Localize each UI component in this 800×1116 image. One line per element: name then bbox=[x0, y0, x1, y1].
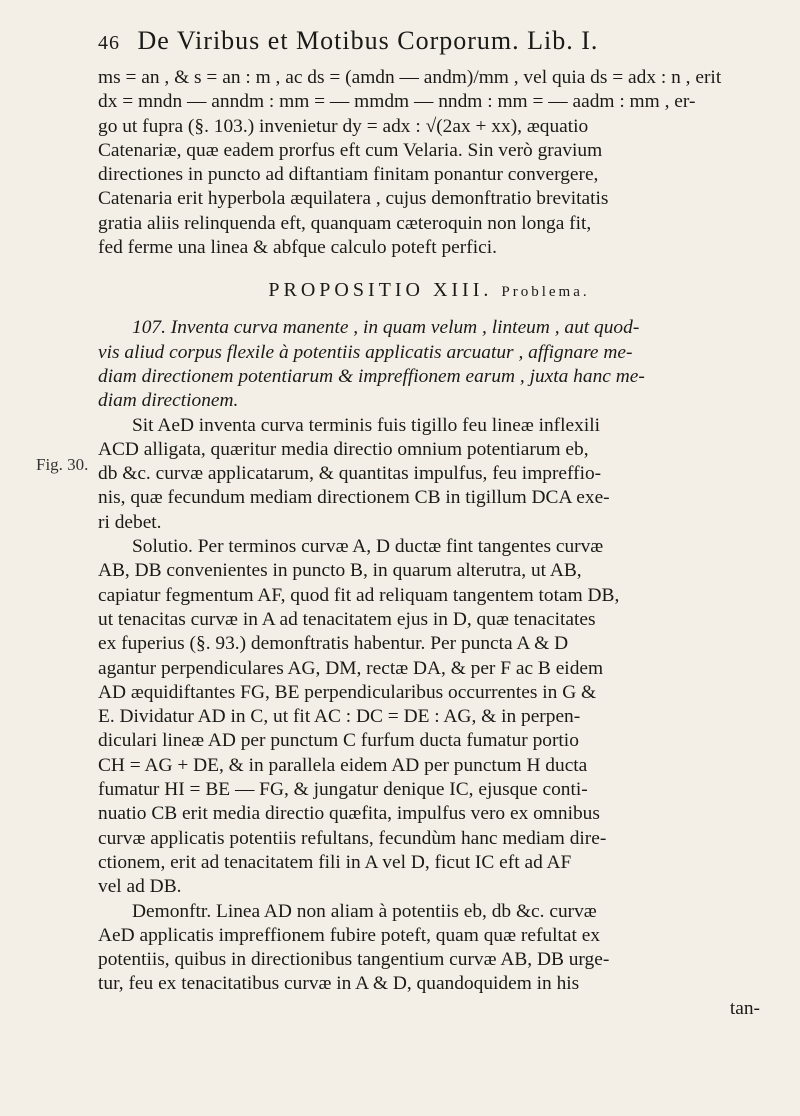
text-line: AeD applicatis impreffionem fubire poteft, quam quæ refultat ex bbox=[98, 924, 601, 946]
text-line: curvæ applicatis potentiis refultans, fecundùm hanc mediam dire- bbox=[98, 827, 607, 849]
text-line: ctionem, erit ad tenacitatem fili in A vel D, ficut IC eft ad AF bbox=[98, 851, 572, 873]
text-line: dx = mndn — anndm : mm = — mmdm — nndm : mm = — aadm : mm , er- bbox=[98, 91, 696, 113]
text-line: AB, DB convenientes in puncto B, in quarum alterutra, ut AB, bbox=[98, 560, 582, 582]
text-line: tur, feu ex tenacitatibus curvæ in A & D, quandoquidem in his bbox=[98, 973, 580, 995]
catchword: tan- bbox=[729, 997, 760, 1019]
text-line: 107. Inventa curva manente , in quam velum , linteum , aut quod- bbox=[132, 317, 640, 339]
text-line: ms = an , & s = an : m , ac ds = (amdn — andm)/mm , vel quia ds = adx : n , erit bbox=[98, 67, 722, 88]
text-line: diam directionem potentiarum & impreffionem earum , juxta hanc me- bbox=[98, 365, 645, 387]
text-line: ex fuperius (§. 93.) demonftratis habentur. Per puncta A & D bbox=[98, 633, 569, 655]
text-line: vel ad DB. bbox=[98, 876, 182, 898]
text-line: ut tenacitas curvæ in A ad tenacitatem ejus in D, quæ tenacitates bbox=[98, 608, 596, 630]
running-title: De Viribus et Motibus Corporum. Lib. I. bbox=[137, 26, 599, 55]
text-line: AD æquidiftantes FG, BE perpendicularibus occurrentes in G & bbox=[98, 681, 597, 703]
text-line: agantur perpendiculares AG, DM, rectæ DA, & per F ac B eidem bbox=[98, 657, 604, 679]
text-line: Catenariæ, quæ eadem prorfus eft cum Velaria. Sin verò gravium bbox=[98, 139, 603, 161]
text-line: diculari lineæ AD per punctum C furfum ducta fumatur portio bbox=[98, 730, 579, 752]
figure-reference: Fig. 30. bbox=[36, 455, 89, 474]
text-line: fed ferme una linea & abfque calculo poteft perfici. bbox=[98, 237, 497, 259]
text-line: vis aliud corpus flexile à potentiis applicatis arcuatur , affignare me- bbox=[98, 341, 633, 363]
text-line: Catenaria erit hyperbola æquilatera , cujus demonftratio brevitatis bbox=[98, 188, 609, 210]
text-line: potentiis, quibus in directionibus tangentium curvæ AB, DB urge- bbox=[98, 949, 610, 971]
text-line: directiones in puncto ad diftantiam finitam ponantur convergere, bbox=[98, 164, 599, 186]
text-line: nuatio CB erit media directio quæfita, impulfus vero ex omnibus bbox=[98, 803, 600, 825]
proposition-title: PROPOSITIO XIII. bbox=[268, 279, 493, 302]
text-line: go ut fupra (§. 103.) invenietur dy = adx : √(2ax + xx), æquatio bbox=[98, 115, 589, 137]
page-number: 46 bbox=[98, 32, 120, 54]
running-header bbox=[98, 26, 758, 66]
body-text bbox=[98, 66, 760, 1021]
text-line: Sit AeD inventa curva terminis fuis tigillo feu lineæ inflexili bbox=[132, 414, 600, 436]
text-line: ACD alligata, quæritur media directio omnium potentiarum eb, bbox=[98, 438, 589, 460]
text-line: Demonftr. Linea AD non aliam à potentiis eb, db &c. curvæ bbox=[132, 900, 597, 922]
text-line: CH = AG + DE, & in parallela eidem AD per punctum H ducta bbox=[98, 754, 588, 776]
proposition-heading bbox=[98, 260, 760, 310]
text-line: db &c. curvæ applicatarum, & quantitas impulfus, feu impreffio- bbox=[98, 463, 602, 485]
problem-label: Problema. bbox=[501, 284, 590, 301]
text-line: capiatur fegmentum AF, quod fit ad reliquam tangentem totam DB, bbox=[98, 584, 620, 606]
text-line: E. Dividatur AD in C, ut fit AC : DC = DE : AG, & in perpen- bbox=[98, 706, 581, 728]
text-line: nis, quæ fecundum mediam directionem CB in tigillum DCA exe- bbox=[98, 487, 610, 509]
text-line: ri debet. bbox=[98, 511, 162, 533]
text-line: gratia aliis relinquenda eft, quanquam cæteroquin non longa fit, bbox=[98, 212, 592, 234]
text-line: fumatur HI = BE — FG, & jungatur denique IC, ejusque conti- bbox=[98, 779, 588, 801]
text-line: Solutio. Per terminos curvæ A, D ductæ fint tangentes curvæ bbox=[132, 536, 604, 558]
text-line: diam directionem. bbox=[98, 390, 239, 412]
